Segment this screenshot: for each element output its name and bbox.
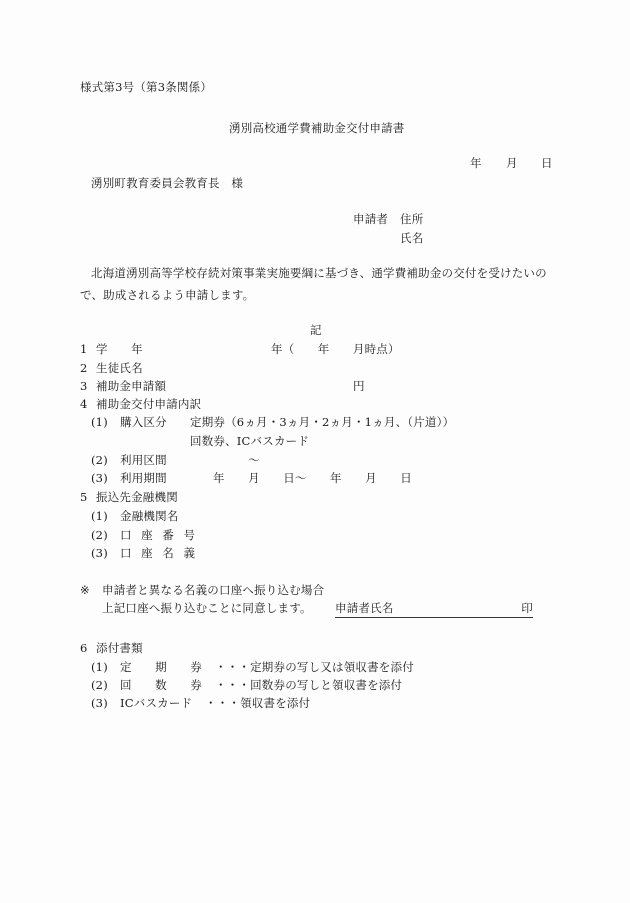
subitem-value: 年 月 日～ 年 月 日	[213, 471, 412, 485]
subitem-label: 金融機関名	[120, 509, 179, 523]
subitem-number: (1)	[91, 509, 108, 523]
body-line-1: 北海道湧別高等学校存続対策事業実施要綱に基づき、通学費補助金の交付を受けたいの	[91, 266, 547, 280]
note-line-1: 申請者と異なる名義の口座へ振り込む場合	[102, 583, 325, 597]
subitem-number: (1)	[91, 415, 108, 429]
attachment-desc: ・・・定期券の写し又は領収書を添付	[215, 660, 414, 674]
body-line-2: で、助成されるよう申請します。	[80, 288, 255, 302]
attachment-number: (2)	[91, 678, 108, 692]
attachment-desc: ・・・回数券の写しと領収書を添付	[215, 678, 403, 692]
document-title: 湧別高校通学費補助金交付申請書	[229, 121, 405, 135]
signature-label: 申請者氏名	[335, 601, 394, 615]
subitem-value-line-1: 定期券（6ヵ月・3ヵ月・2ヵ月・1ヵ月、（片道））	[190, 415, 455, 429]
item-number: 4	[80, 397, 88, 411]
subitem-label: 口 座 番 号	[120, 528, 198, 542]
subitem-value: ～	[248, 453, 260, 467]
item-label: 生徒氏名	[96, 361, 143, 375]
date-day-label: 日	[541, 156, 553, 170]
subitem-label: 利用区間	[120, 453, 167, 467]
attachment-desc: ・・・領収書を添付	[205, 696, 311, 710]
subitem-label: 利用期間	[120, 471, 167, 485]
note-mark: ※	[80, 583, 90, 597]
applicant-label: 申請者	[353, 212, 389, 226]
subitem-number: (3)	[91, 546, 108, 560]
item-label: 補助金交付申請内訳	[96, 397, 202, 411]
attachment-name: ICバスカード	[120, 696, 193, 710]
subitem-number: (2)	[91, 453, 108, 467]
ki-heading: 記	[310, 323, 322, 337]
attachment-name: 回 数 券	[120, 678, 202, 692]
item-unit: 円	[353, 379, 365, 393]
item-number: 6	[80, 641, 88, 655]
item-number: 5	[80, 490, 88, 504]
note-line-2: 上記口座へ振り込むことに同意します。	[102, 601, 312, 615]
seal-mark: 印	[521, 601, 533, 615]
attachment-name: 定 期 券	[120, 660, 202, 674]
subitem-number: (2)	[91, 528, 108, 542]
item-number: 3	[80, 379, 88, 393]
form-number: 様式第3号（第3条関係）	[80, 80, 213, 94]
item-number: 2	[80, 361, 88, 375]
attachment-number: (1)	[91, 660, 108, 674]
addressee: 湧別町教育委員会教育長 様	[91, 176, 244, 190]
subitem-label: 購入区分	[120, 415, 167, 429]
applicant-name-label: 氏名	[400, 231, 424, 245]
subitem-number: (3)	[91, 471, 108, 485]
subitem-value-line-2: 回数券、ICバスカード	[190, 434, 310, 448]
item-number: 1	[80, 342, 88, 356]
applicant-address-label: 住所	[400, 212, 424, 226]
attachment-number: (3)	[91, 696, 108, 710]
subitem-label: 口 座 名 義	[120, 546, 198, 560]
item-label: 補助金申請額	[96, 379, 167, 393]
item-label: 学 年	[96, 342, 143, 356]
signature-line	[335, 601, 533, 618]
date-month-label: 月	[506, 156, 518, 170]
item-label: 振込先金融機関	[96, 490, 178, 504]
attachments-label: 添付書類	[96, 641, 143, 655]
item-value: 年（ 年 月時点）	[271, 342, 400, 356]
date-year-label: 年	[470, 156, 482, 170]
